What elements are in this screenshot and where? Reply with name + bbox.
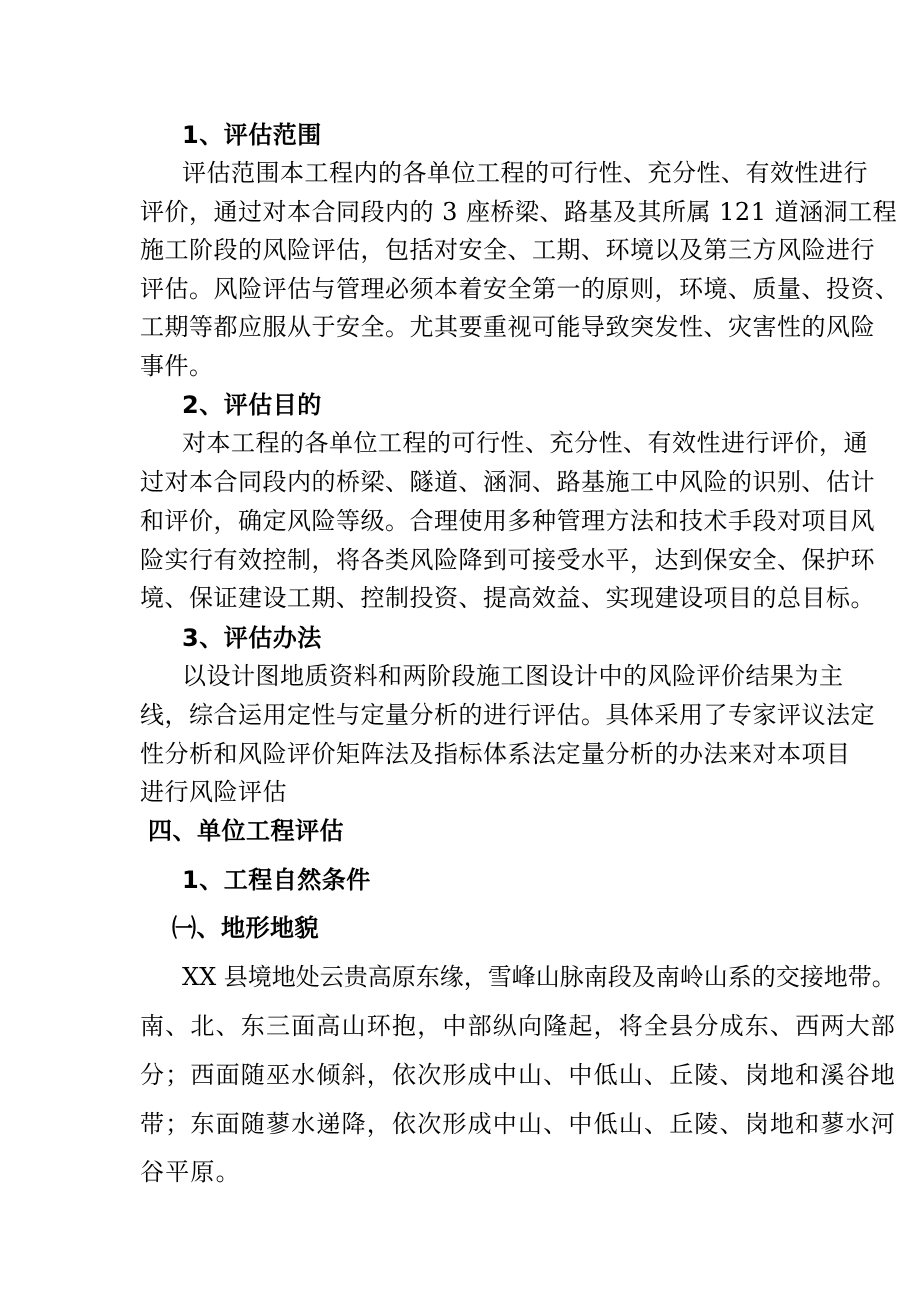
paragraph-line: 事件。 <box>140 352 214 380</box>
paragraph-line: 评价，通过对本合同段内的 3 座桥梁、路基及其所属 121 道涵洞工程 <box>140 198 898 226</box>
section-heading-method: 3、评估办法 <box>182 624 322 652</box>
paragraph-line: 评估。风险评估与管理必须本着安全第一的原则，环境、质量、投资、 <box>140 275 900 303</box>
paragraph-line: 分；西面随巫水倾斜，依次形成中山、中低山、丘陵、岗地和溪谷地 <box>140 1061 896 1089</box>
paragraph-line: 评估范围本工程内的各单位工程的可行性、充分性、有效性进行 <box>182 159 868 187</box>
paragraph-line: 对本工程的各单位工程的可行性、充分性、有效性进行评价，通 <box>182 429 868 457</box>
paragraph-line: 境、保证建设工期、控制投资、提高效益、实现建设项目的总目标。 <box>140 584 875 612</box>
paragraph-line: 施工阶段的风险评估，包括对安全、工期、环境以及第三方风险进行 <box>140 236 875 264</box>
subsubsection-heading-topography: ㈠、地形地貌 <box>172 914 319 942</box>
paragraph-line: 带；东面随蓼水递降，依次形成中山、中低山、丘陵、岗地和蓼水河 <box>140 1110 896 1138</box>
paragraph-line: 南、北、东三面高山环抱，中部纵向隆起，将全县分成东、西两大部 <box>140 1012 896 1040</box>
paragraph-line: 和评价，确定风险等级。合理使用多种管理方法和技术手段对项目风 <box>140 507 875 535</box>
section-heading-scope: 1、评估范围 <box>182 121 322 149</box>
paragraph-line: 线，综合运用定性与定量分析的进行评估。具体采用了专家评议法定 <box>140 701 875 729</box>
paragraph-line: 谷平原。 <box>140 1158 241 1186</box>
paragraph-line: 工期等都应服从于安全。尤其要重视可能导致突发性、灾害性的风险 <box>140 313 875 341</box>
paragraph-line: XX 县境地处云贵高原东缘，雪峰山脉南段及南岭山系的交接地带。 <box>182 963 896 991</box>
subsection-heading-natural-conditions: 1、工程自然条件 <box>182 866 371 894</box>
paragraph-line: 性分析和风险评价矩阵法及指标体系法定量分析的办法来对本项目 <box>140 740 851 768</box>
paragraph-line: 以设计图地质资料和两阶段施工图设计中的风险评价结果为主 <box>182 662 844 690</box>
paragraph-line: 进行风险评估 <box>140 778 287 806</box>
section-heading-purpose: 2、评估目的 <box>182 391 322 419</box>
paragraph-line: 过对本合同段内的桥梁、隧道、涵洞、路基施工中风险的识别、估计 <box>140 468 875 496</box>
chapter-heading-unit-evaluation: 四、单位工程评估 <box>148 817 344 845</box>
paragraph-line: 险实行有效控制，将各类风险降到可接受水平，达到保安全、保护环 <box>140 546 875 574</box>
